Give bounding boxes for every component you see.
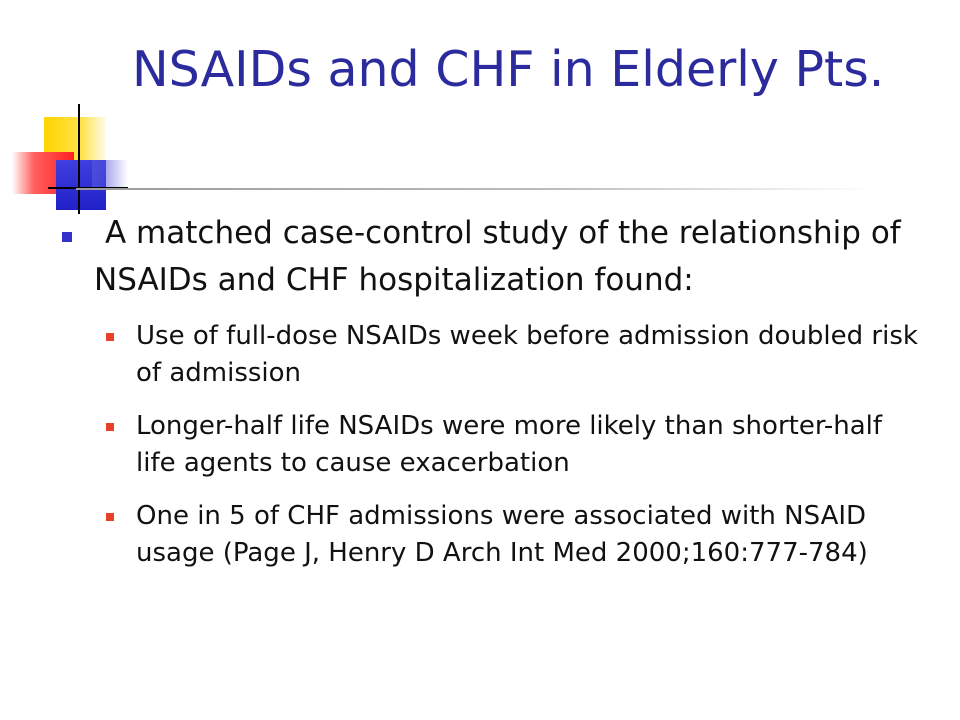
- sub-bullet-item: [106, 498, 922, 572]
- sub-bullet-text: One in 5 of CHF admissions were associated with NSAID usage (Page J, Henry D Arch Int Med 2000;160:777-784): [136, 501, 868, 568]
- sub-bullet-list: [94, 318, 922, 572]
- title-underline: [76, 188, 876, 190]
- bullet-item: [62, 210, 922, 572]
- square-bullet-icon: [106, 333, 114, 341]
- square-bullet-icon: [106, 423, 114, 431]
- square-bullet-icon: [106, 513, 114, 521]
- decorative-logo: [0, 0, 220, 220]
- sub-bullet-text: Use of full-dose NSAIDs week before admission doubled risk of admission: [136, 321, 918, 388]
- logo-vertical-line: [78, 104, 80, 214]
- square-bullet-icon: [62, 232, 72, 242]
- bullet-text: A matched case-control study of the relationship of NSAIDs and CHF hospitalization found:: [94, 215, 901, 298]
- sub-bullet-text: Longer-half life NSAIDs were more likely than shorter-half life agents to cause exacerbation: [136, 411, 883, 478]
- sub-bullet-item: [106, 318, 922, 392]
- slide-title: NSAIDs and CHF in Elderly Pts.: [132, 41, 885, 98]
- logo-blue-fade: [92, 160, 128, 188]
- bullet-list: [62, 210, 922, 588]
- sub-bullet-item: [106, 408, 922, 482]
